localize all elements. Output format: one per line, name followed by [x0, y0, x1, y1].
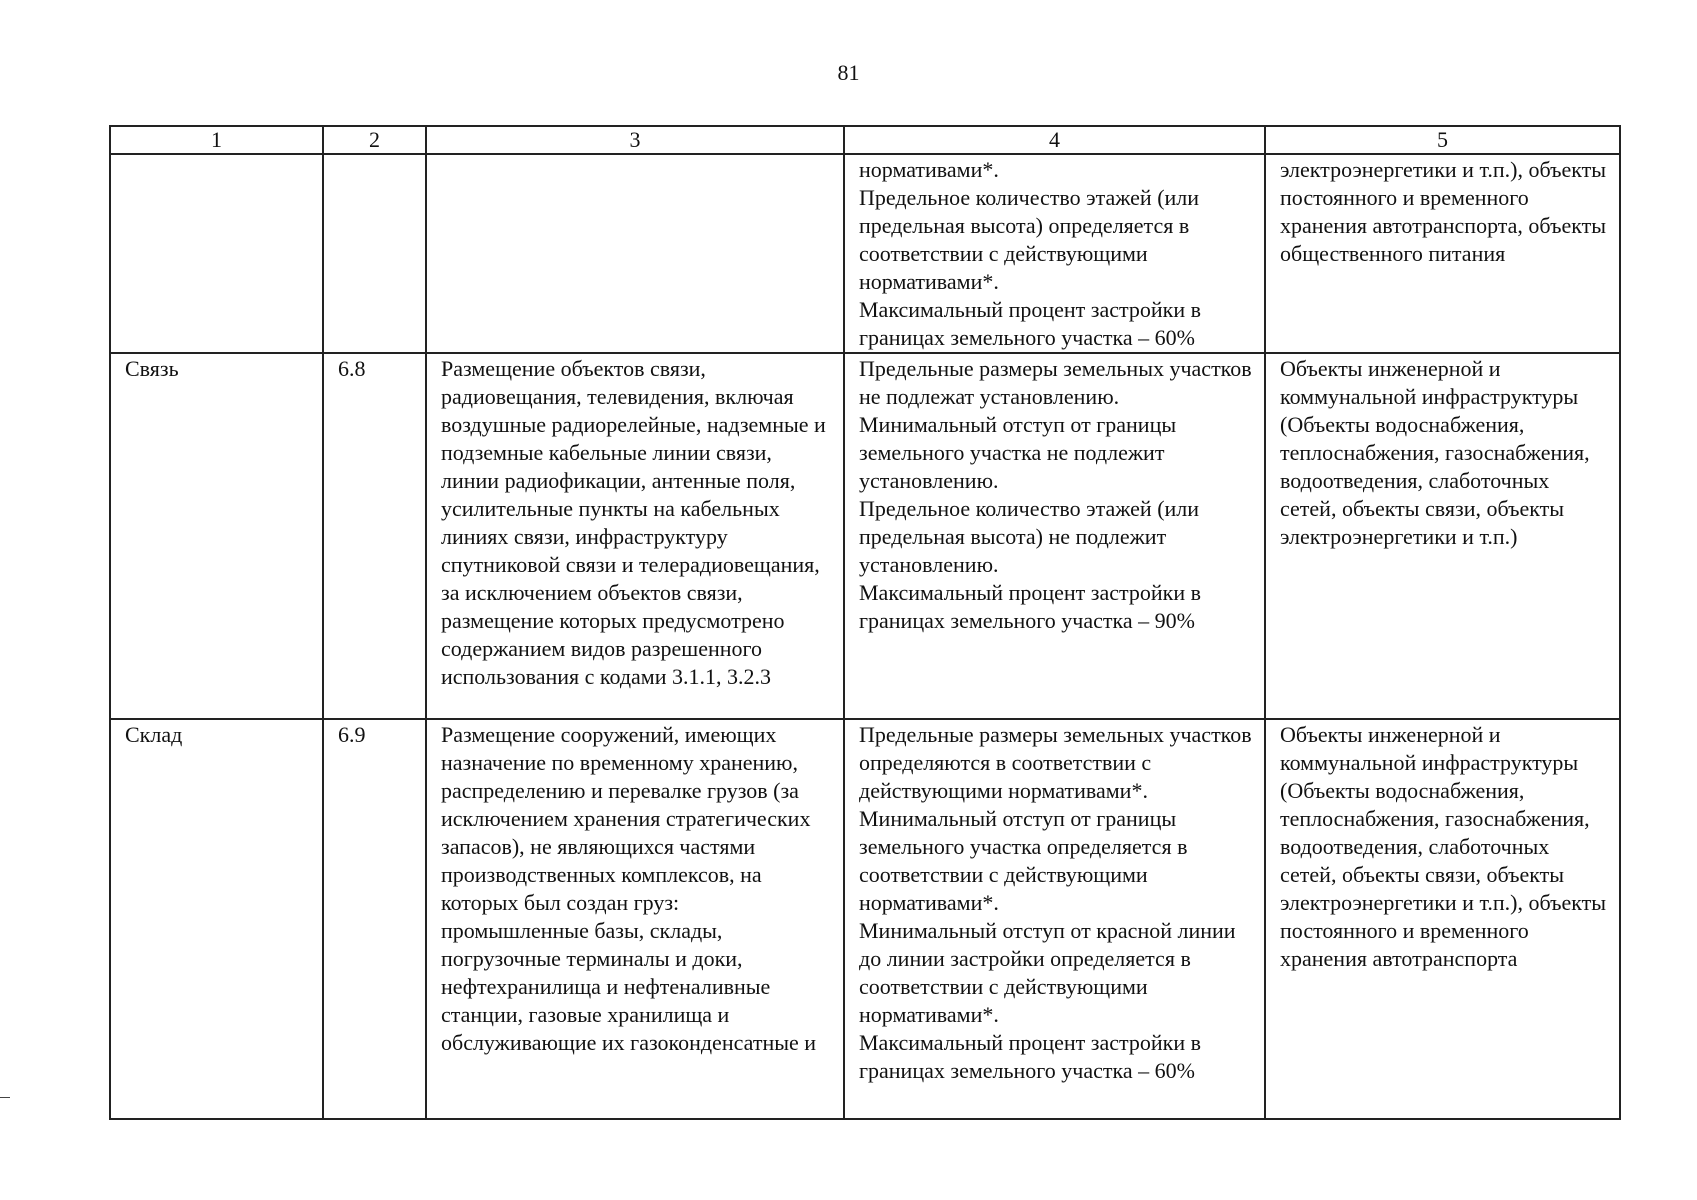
table-row	[110, 353, 1620, 719]
header-col-5: 5	[1265, 126, 1620, 154]
row-description: Размещение сооружений, имеющих назначение по временному хранению, распределению и перевалке грузов (за исключением хранения стратегических запасов), не являющихся частями производственных комплексов, на которых был создан груз: промышленные базы, склады, погрузочные терминалы и доки, нефтехранилища и нефтеналивные станции, газовые хранилища и обслуживающие их газоконденсатные и	[426, 719, 844, 1119]
row-parameters: нормативами*. Предельное количество этажей (или предельная высота) определяется в соответствии с действующими нормативами*. Максимальный процент застройки в границах земельного участка – 60%	[844, 154, 1265, 353]
row-auxiliary: Объекты инженерной и коммунальной инфраструктуры (Объекты водоснабжения, теплоснабжения, газоснабжения, водоотведения, слаботочных сетей, объекты связи, объекты электроэнергетики и т.п.)	[1265, 353, 1620, 719]
table-row	[110, 719, 1620, 1119]
row-description: Размещение объектов связи, радиовещания, телевидения, включая воздушные радиорелейные, надземные и подземные кабельные линии связи, линии радиофикации, антенные поля, усилительные пункты на кабельных линиях связи, инфраструктуру спутниковой связи и телерадиовещания, за исключением объектов связи, размещение которых предусмотрено содержанием видов разрешенного использования с кодами 3.1.1, 3.2.3	[426, 353, 844, 719]
row-code: 6.8	[323, 353, 426, 719]
page-number: 81	[837, 60, 860, 85]
row-parameters: Предельные размеры земельных участков не подлежат установлению. Минимальный отступ от границы земельного участка не подлежит установлению. Предельное количество этажей (или предельная высота) не подлежит установлению. Максимальный процент застройки в границах земельного участка – 90%	[844, 353, 1265, 719]
row-name: Склад	[110, 719, 323, 1119]
row-auxiliary: электроэнергетики и т.п.), объекты постоянного и временного хранения автотранспорта, объекты общественного питания	[1265, 154, 1620, 353]
row-description	[426, 154, 844, 353]
row-name	[110, 154, 323, 353]
header-col-4: 4	[844, 126, 1265, 154]
row-code: 6.9	[323, 719, 426, 1119]
header-col-3: 3	[426, 126, 844, 154]
header-col-2: 2	[323, 126, 426, 154]
margin-mark	[0, 1097, 10, 1098]
row-parameters: Предельные размеры земельных участков определяются в соответствии с действующими нормативами*. Минимальный отступ от границы земельного участка определяется в соответствии с действующими нормативами*. Минимальный отступ от красной линии до линии застройки определяется в соответствии с действующими нормативами*. Максимальный процент застройки в границах земельного участка – 60%	[844, 719, 1265, 1119]
header-row	[110, 126, 1620, 154]
land-use-table	[109, 125, 1621, 1120]
row-name: Связь	[110, 353, 323, 719]
table-row	[110, 154, 1620, 353]
header-col-1: 1	[110, 126, 323, 154]
row-auxiliary: Объекты инженерной и коммунальной инфраструктуры (Объекты водоснабжения, теплоснабжения, газоснабжения, водоотведения, слаботочных сетей, объекты связи, объекты электроэнергетики и т.п.), объекты постоянного и временного хранения автотранспорта	[1265, 719, 1620, 1119]
row-code	[323, 154, 426, 353]
